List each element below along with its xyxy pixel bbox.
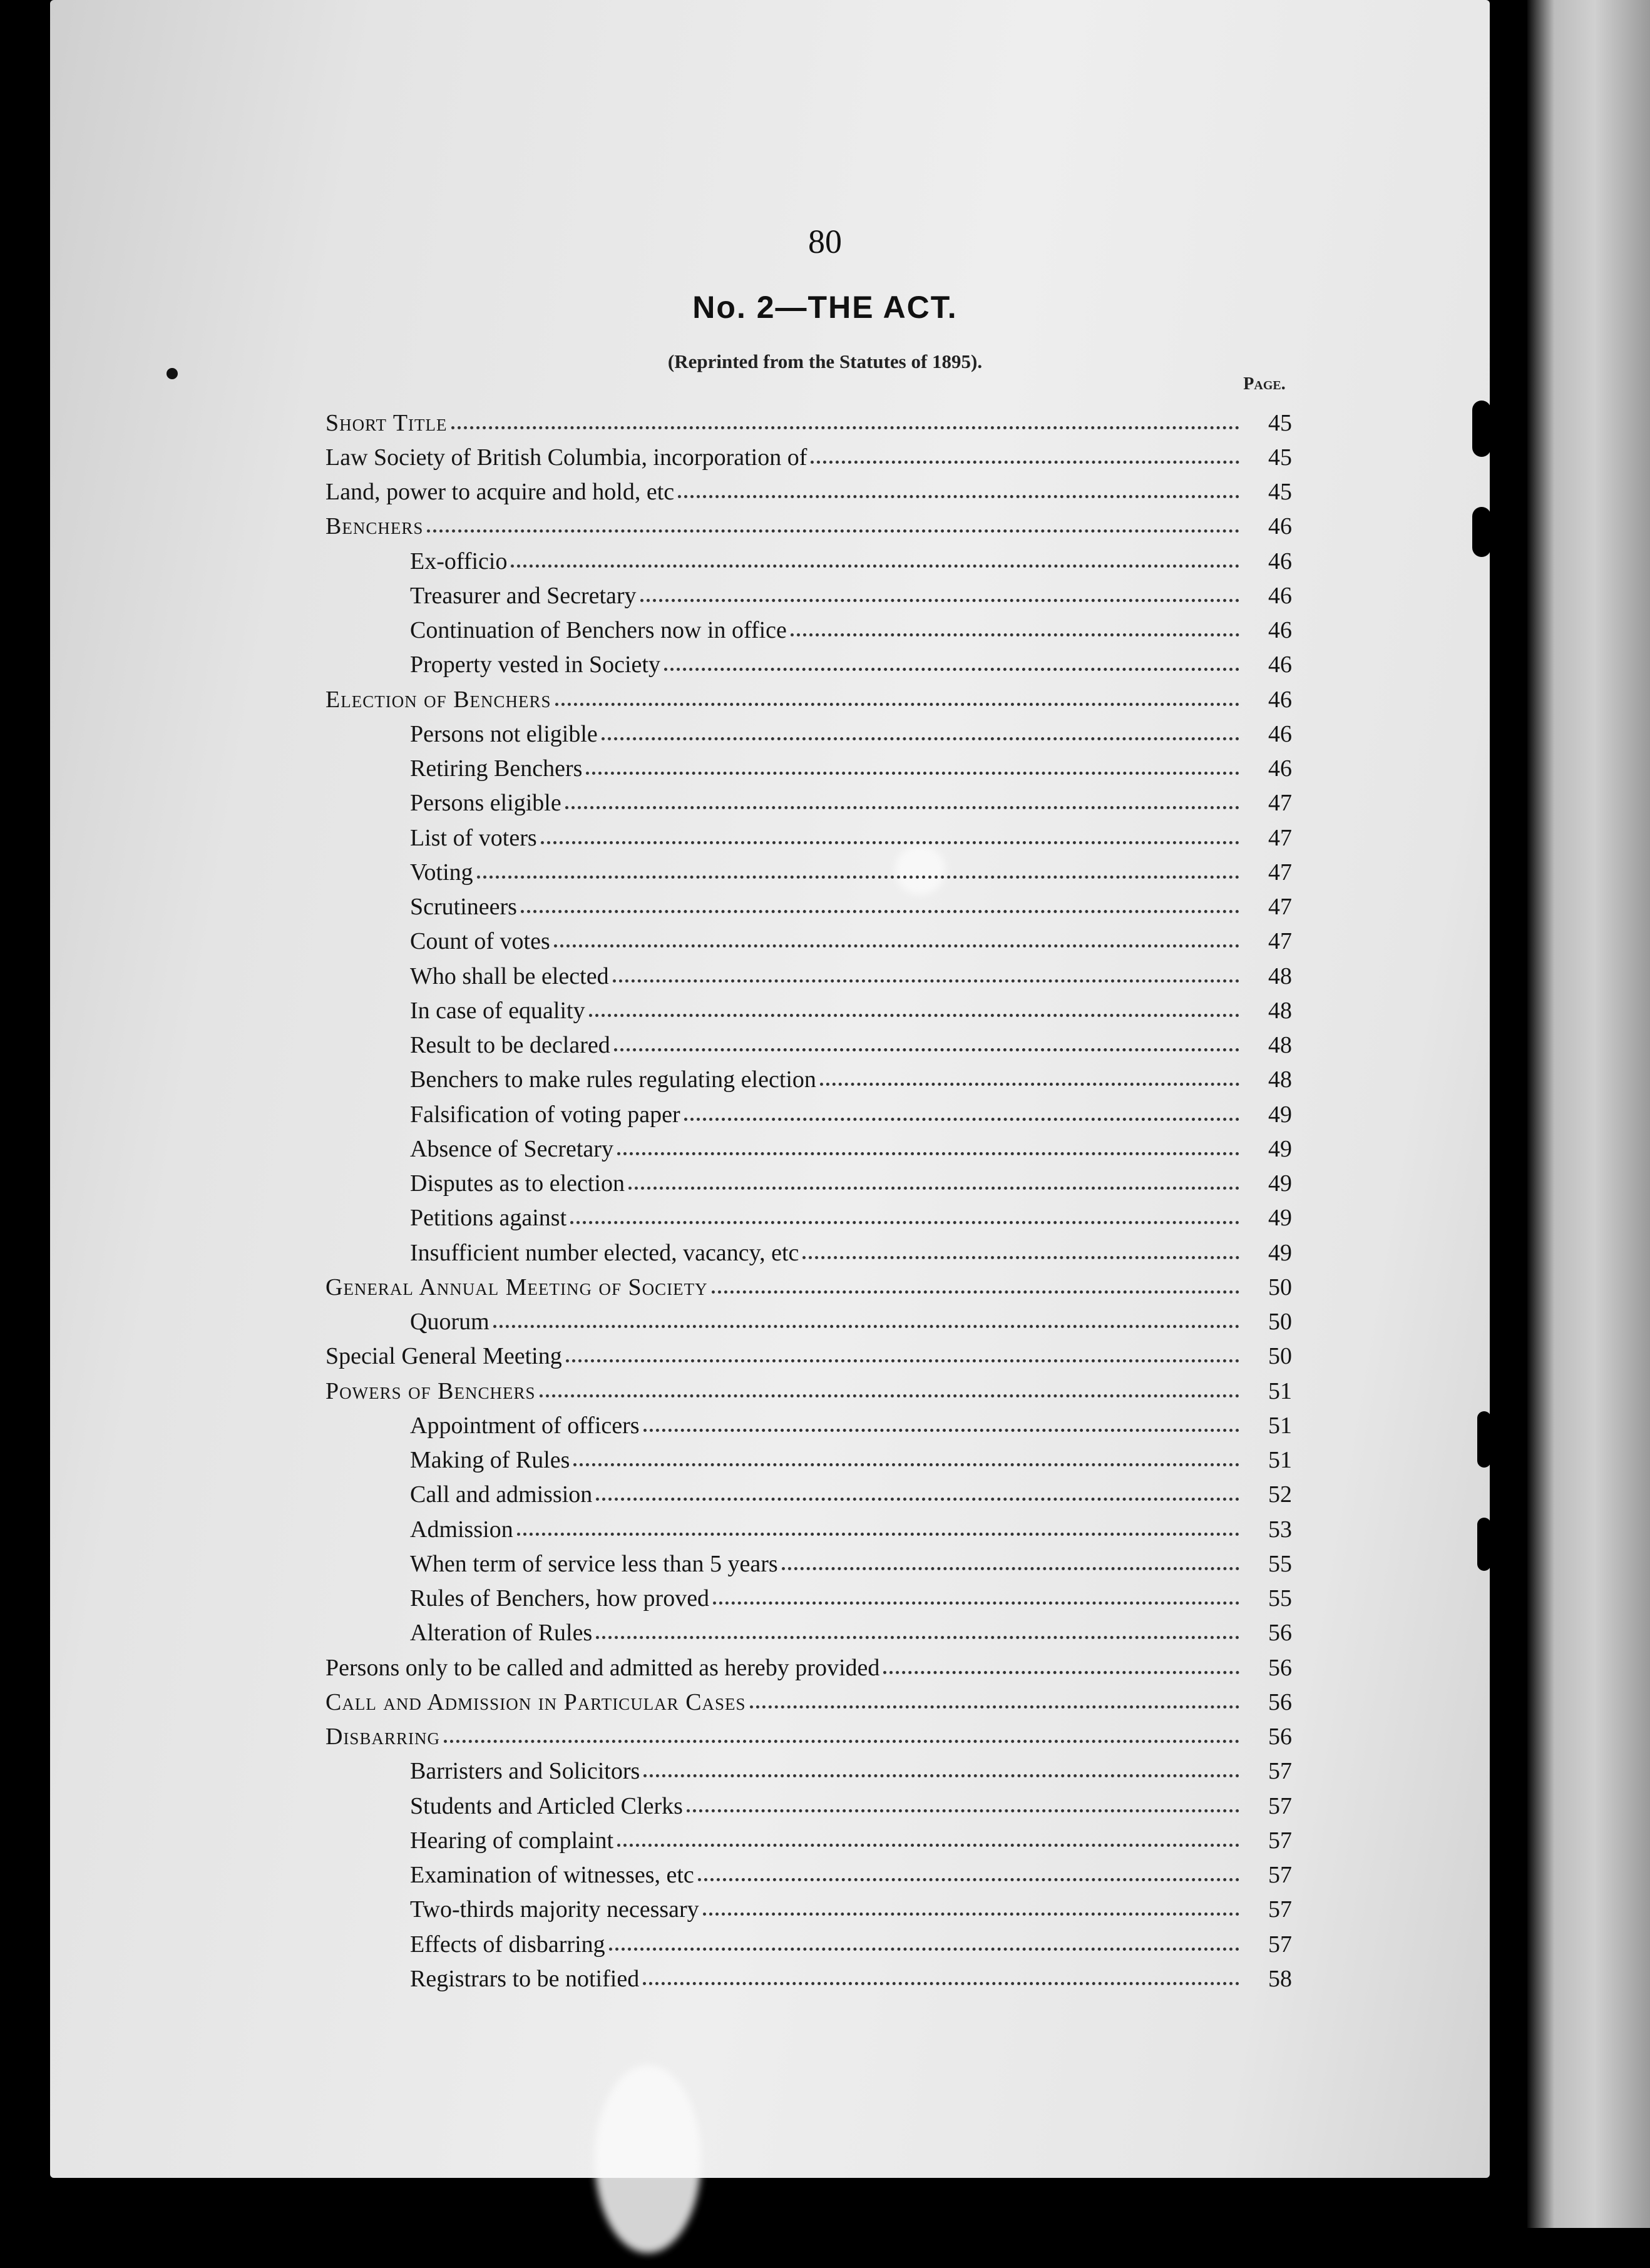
toc-entry-page: 46 (1268, 513, 1292, 540)
dot-leader (713, 1590, 1239, 1605)
toc-entry-page: 45 (1268, 409, 1292, 436)
toc-entry-page: 49 (1268, 1205, 1292, 1232)
toc-entry-page: 50 (1268, 1309, 1292, 1336)
toc-entry-page: 47 (1268, 824, 1292, 851)
toc-entry-title: Benchers (325, 513, 424, 540)
toc-entry-page: 57 (1268, 1862, 1292, 1889)
toc-entry-page: 46 (1268, 686, 1292, 713)
dot-leader (570, 1209, 1239, 1224)
dot-leader (565, 794, 1239, 809)
toc-entry (325, 1028, 1314, 1063)
binding-clip-4 (1477, 1518, 1491, 1571)
toc-entry (325, 1823, 1314, 1857)
dot-leader (521, 898, 1239, 913)
toc-entry-page: 49 (1268, 1170, 1292, 1197)
toc-entry-title: Retiring Benchers (410, 755, 583, 782)
dot-leader (782, 1555, 1239, 1570)
dot-leader (684, 1106, 1239, 1121)
dot-leader (541, 829, 1239, 844)
toc-entry-page: 46 (1268, 755, 1292, 782)
toc-entry-title: Falsification of voting paper (410, 1101, 680, 1128)
dot-leader (554, 932, 1239, 948)
toc-entry-page: 47 (1268, 894, 1292, 921)
toc-entry-page: 47 (1268, 790, 1292, 817)
toc-entry (325, 1927, 1314, 1961)
toc-entry-page: 46 (1268, 617, 1292, 644)
toc-entry-page: 45 (1268, 444, 1292, 471)
toc-entry-title: Admission (410, 1516, 513, 1543)
toc-entry (325, 1720, 1314, 1754)
table-of-contents (325, 406, 1314, 1996)
toc-entry-title: Hearing of complaint (410, 1827, 614, 1854)
toc-entry (325, 786, 1314, 820)
toc-entry-title: Result to be declared (410, 1032, 610, 1059)
dot-leader (712, 1279, 1239, 1294)
dot-leader (791, 621, 1239, 636)
toc-entry-title: Absence of Secretary (410, 1135, 613, 1162)
toc-entry-title: Making of Rules (410, 1447, 570, 1474)
toc-entry-page: 51 (1268, 1447, 1292, 1474)
dot-leader (643, 1762, 1239, 1777)
toc-entry-page: 46 (1268, 548, 1292, 575)
toc-entry (325, 1131, 1314, 1166)
toc-entry (325, 855, 1314, 889)
toc-entry (325, 1305, 1314, 1339)
toc-entry (325, 648, 1314, 682)
toc-entry-page: 45 (1268, 479, 1292, 506)
dot-leader (643, 1970, 1239, 1985)
facing-page-edge (1527, 0, 1650, 2228)
dot-leader (573, 1451, 1239, 1466)
toc-entry (325, 1546, 1314, 1581)
toc-entry-title: Insufficient number elected, vacancy, etc (410, 1239, 799, 1266)
toc-entry-title: Students and Articled Clerks (410, 1792, 683, 1819)
toc-entry-title: Appointment of officers (410, 1412, 640, 1439)
dot-leader (609, 1936, 1239, 1951)
toc-entry-title: Ex-officio (410, 548, 508, 575)
toc-entry-title: Examination of witnesses, etc (410, 1862, 694, 1889)
toc-entry-title: Benchers to make rules regulating election (410, 1066, 816, 1093)
toc-entry (325, 1650, 1314, 1685)
toc-entry-title: When term of service less than 5 years (410, 1550, 778, 1577)
document-heading: No. 2—THE ACT. (692, 290, 958, 325)
toc-entry-title: Continuation of Benchers now in office (410, 617, 787, 644)
toc-entry-title: Call and admission (410, 1481, 593, 1508)
dot-leader (802, 1244, 1239, 1259)
binding-clip-1 (1472, 401, 1491, 457)
toc-entry-title: Who shall be elected (410, 963, 609, 989)
dot-leader (477, 864, 1239, 879)
toc-entry-title: Effects of disbarring (410, 1931, 605, 1958)
toc-entry-title: Land, power to acquire and hold, etc (325, 479, 675, 506)
toc-entry-page: 56 (1268, 1620, 1292, 1647)
toc-entry-page: 47 (1268, 928, 1292, 955)
toc-entry (325, 1063, 1314, 1097)
dot-leader (566, 1347, 1239, 1362)
toc-entry-title: Scrutineers (410, 894, 517, 921)
toc-entry (325, 1581, 1314, 1616)
toc-entry (325, 1201, 1314, 1235)
dot-leader (811, 449, 1239, 464)
toc-entry (325, 1478, 1314, 1512)
dot-leader (586, 760, 1239, 775)
toc-entry (325, 1961, 1314, 1996)
toc-entry (325, 959, 1314, 993)
toc-entry-page: 46 (1268, 582, 1292, 609)
toc-entry-title: Persons only to be called and admitted as hereby provided (325, 1654, 880, 1681)
toc-entry-title: Persons eligible (410, 790, 561, 817)
toc-entry (325, 1270, 1314, 1304)
paper-damage-1 (595, 2065, 701, 2253)
dot-leader (614, 1036, 1239, 1051)
toc-entry (325, 1893, 1314, 1927)
dot-leader (444, 1728, 1239, 1743)
toc-entry (325, 1685, 1314, 1719)
toc-entry-page: 48 (1268, 997, 1292, 1024)
toc-entry (325, 475, 1314, 509)
toc-entry-page: 56 (1268, 1724, 1292, 1750)
toc-entry-page: 49 (1268, 1239, 1292, 1266)
toc-entry (325, 1512, 1314, 1546)
toc-entry (325, 509, 1314, 544)
dot-leader (617, 1140, 1239, 1155)
toc-entry (325, 1616, 1314, 1650)
toc-entry-page: 56 (1268, 1654, 1292, 1681)
dot-leader (596, 1624, 1239, 1639)
toc-entry (325, 544, 1314, 578)
dot-leader (750, 1693, 1239, 1709)
binding-clip-3 (1477, 1411, 1491, 1468)
dot-leader (589, 1002, 1239, 1017)
dot-leader (555, 691, 1239, 706)
toc-entry (325, 613, 1314, 648)
toc-entry (325, 820, 1314, 855)
toc-entry-title: Property vested in Society (410, 651, 660, 678)
toc-entry (325, 1167, 1314, 1201)
toc-entry (325, 1408, 1314, 1443)
toc-entry-page: 46 (1268, 651, 1292, 678)
toc-entry-page: 50 (1268, 1343, 1292, 1370)
toc-entry-page: 47 (1268, 859, 1292, 886)
toc-entry (325, 1097, 1314, 1131)
dot-leader (613, 968, 1239, 983)
toc-entry (325, 578, 1314, 613)
dot-leader (602, 725, 1239, 740)
dot-leader (596, 1486, 1239, 1501)
page-column-header: Page. (1243, 374, 1286, 394)
toc-entry-page: 57 (1268, 1931, 1292, 1958)
dot-leader (640, 587, 1239, 602)
toc-entry-title: Rules of Benchers, how proved (410, 1585, 710, 1612)
toc-entry (325, 1789, 1314, 1823)
toc-entry-page: 55 (1268, 1550, 1292, 1577)
toc-entry-title: Alteration of Rules (410, 1620, 593, 1647)
toc-entry-title: Voting (410, 859, 473, 886)
toc-entry (325, 1374, 1314, 1408)
toc-entry (325, 924, 1314, 959)
toc-entry-page: 48 (1268, 1066, 1292, 1093)
dot-leader (617, 1832, 1239, 1847)
toc-entry-title: Short Title (325, 409, 448, 436)
toc-entry-title: Petitions against (410, 1205, 567, 1232)
toc-entry-page: 51 (1268, 1377, 1292, 1404)
dot-leader (820, 1071, 1239, 1086)
toc-entry-title: Disputes as to election (410, 1170, 625, 1197)
toc-entry (325, 682, 1314, 717)
toc-entry (325, 752, 1314, 786)
toc-entry (325, 440, 1314, 474)
toc-entry (325, 717, 1314, 751)
toc-entry-title: Persons not eligible (410, 720, 598, 747)
dot-leader (883, 1659, 1239, 1674)
toc-entry-title: List of voters (410, 824, 537, 851)
toc-entry-page: 50 (1268, 1274, 1292, 1300)
dot-leader (698, 1866, 1239, 1881)
toc-entry (325, 1858, 1314, 1893)
toc-entry-page: 52 (1268, 1481, 1292, 1508)
toc-entry-title: Disbarring (325, 1724, 440, 1750)
binding-clip-2 (1472, 507, 1491, 557)
toc-entry-page: 46 (1268, 720, 1292, 747)
dot-leader (517, 1521, 1239, 1536)
toc-entry-page: 56 (1268, 1688, 1292, 1715)
toc-entry (325, 1754, 1314, 1789)
toc-entry-page: 49 (1268, 1135, 1292, 1162)
toc-entry-page: 57 (1268, 1758, 1292, 1785)
document-subheading: (Reprinted from the Statutes of 1895). (667, 350, 983, 372)
toc-entry (325, 1235, 1314, 1270)
toc-entry-title: Two-thirds majority necessary (410, 1896, 699, 1923)
toc-entry-page: 51 (1268, 1412, 1292, 1439)
toc-entry-page: 48 (1268, 1032, 1292, 1059)
toc-entry-title: Quorum (410, 1309, 489, 1336)
dot-leader (664, 656, 1239, 671)
dot-leader (511, 553, 1239, 568)
toc-entry-title: In case of equality (410, 997, 585, 1024)
dot-leader (540, 1382, 1239, 1397)
toc-entry-title: Special General Meeting (325, 1343, 562, 1370)
toc-entry-page: 48 (1268, 963, 1292, 989)
toc-entry-page: 55 (1268, 1585, 1292, 1612)
dot-leader (678, 483, 1239, 498)
dot-leader (643, 1417, 1239, 1432)
toc-entry (325, 890, 1314, 924)
toc-entry-title: Count of votes (410, 928, 550, 955)
toc-entry-title: General Annual Meeting of Society (325, 1274, 708, 1300)
toc-entry-title: Election of Benchers (325, 686, 551, 713)
toc-entry-page: 53 (1268, 1516, 1292, 1543)
toc-entry-title: Powers of Benchers (325, 1377, 536, 1404)
toc-entry-title: Registrars to be notified (410, 1965, 640, 1992)
dot-leader (687, 1797, 1239, 1812)
toc-entry-title: Law Society of British Columbia, incorporation of (325, 444, 807, 471)
toc-entry-page: 49 (1268, 1101, 1292, 1128)
page-number: 80 (808, 223, 842, 260)
toc-entry (325, 406, 1314, 440)
dot-leader (703, 1901, 1239, 1916)
toc-entry-title: Barristers and Solicitors (410, 1758, 640, 1785)
dot-leader (628, 1175, 1239, 1190)
dot-leader (451, 414, 1239, 429)
toc-entry-title: Treasurer and Secretary (410, 582, 637, 609)
dot-leader (493, 1313, 1239, 1328)
toc-entry-page: 58 (1268, 1965, 1292, 1992)
toc-entry (325, 1339, 1314, 1374)
toc-entry-page: 57 (1268, 1896, 1292, 1923)
dot-leader (427, 518, 1239, 533)
toc-entry-title: Call and Admission in Particular Cases (325, 1688, 746, 1715)
toc-entry-page: 57 (1268, 1827, 1292, 1854)
toc-entry (325, 1443, 1314, 1478)
toc-entry (325, 993, 1314, 1028)
toc-entry-page: 57 (1268, 1792, 1292, 1819)
